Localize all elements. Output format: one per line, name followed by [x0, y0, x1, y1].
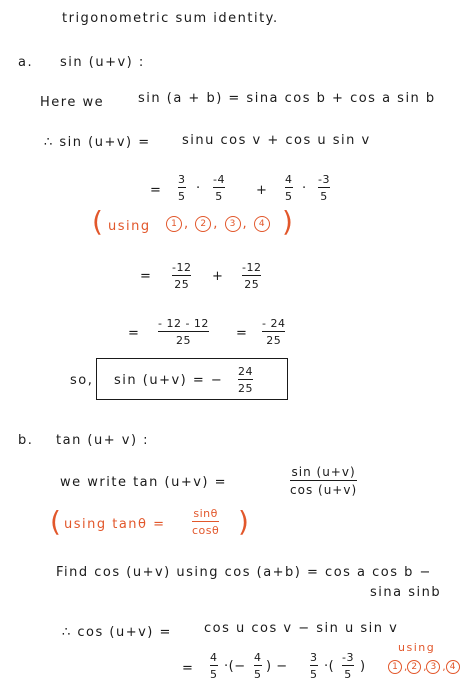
- fraction-neg3-5: -3 5: [318, 173, 330, 203]
- reference-2-icon: 2: [195, 216, 211, 232]
- therefore-cos-lhs: ∴ cos (u+v) =: [62, 625, 172, 640]
- part-a-label: a.: [18, 55, 34, 70]
- using-tan-text: using tanθ =: [64, 517, 166, 532]
- part-b-heading: tan (u+ v) :: [56, 433, 150, 448]
- fraction-4-5: 4 5: [254, 651, 262, 681]
- using-tan-close-paren: ): [238, 505, 249, 538]
- fraction-neg4-5: -4 5: [213, 173, 225, 203]
- close-paren: ): [360, 659, 367, 674]
- fraction-neg12-25: -12 25: [242, 261, 262, 291]
- using-label: using: [108, 219, 151, 234]
- therefore-sin-lhs: ∴ sin (u+v) =: [44, 135, 151, 150]
- using-references: 1 , 2 , 3 , 4: [166, 216, 272, 232]
- find-cos-text: Find cos (u+v) using cos (a+b) = cos a cos b −: [56, 565, 432, 580]
- a-step2-equals: =: [140, 269, 153, 284]
- fraction-sum-over-25: - 12 - 12 25: [158, 317, 209, 347]
- plus-operator: +: [212, 269, 225, 284]
- fraction-4-5: 4 5: [285, 173, 293, 203]
- reference-1-icon: 1: [166, 216, 182, 232]
- b-step1-equals: =: [182, 661, 195, 676]
- close-paren-minus: ) −: [266, 659, 288, 674]
- a-step1-equals: =: [150, 183, 163, 198]
- reference-4-icon: 4: [254, 216, 270, 232]
- we-write-text: we write tan (u+v) =: [60, 475, 228, 490]
- so-label: so,: [70, 373, 94, 388]
- cos-expansion: cos u cos v − sin u sin v: [204, 621, 399, 636]
- reference-4-icon: 4: [446, 660, 460, 674]
- dot-operator: ·: [302, 181, 308, 196]
- fraction-24-25: 24 25: [238, 365, 253, 395]
- fraction-neg24-25: - 24 25: [262, 317, 286, 347]
- fraction-sin-theta-over-cos-theta: sinθ cosθ: [192, 507, 220, 537]
- dot-open-paren: ·(: [324, 659, 335, 674]
- page-title: trigonometric sum identity.: [62, 11, 279, 26]
- find-cos-continued: sina sinb: [370, 585, 442, 600]
- using-references-b: 1 , 2 , 3 , 4: [388, 660, 462, 674]
- dot-operator: ·: [196, 181, 202, 196]
- fraction-sin-over-cos: sin (u+v) cos (u+v): [290, 465, 358, 497]
- dot-open-paren-neg: ·(−: [224, 659, 246, 674]
- fraction-4-5: 4 5: [210, 651, 218, 681]
- plus-operator: +: [256, 183, 269, 198]
- fraction-3-5: 3 5: [178, 173, 186, 203]
- fraction-neg12-25: -12 25: [172, 261, 192, 291]
- a-step3-equals-2: =: [236, 326, 249, 341]
- part-b-label: b.: [18, 433, 34, 448]
- using-label-b: using: [398, 641, 436, 654]
- reference-1-icon: 1: [388, 660, 402, 674]
- sum-identity-sin: sin (a + b) = sina cos b + cos a sin b: [138, 91, 436, 106]
- part-a-heading: sin (u+v) :: [60, 55, 145, 70]
- reference-3-icon: 3: [225, 216, 241, 232]
- boxed-sin-lhs: sin (u+v) = −: [114, 373, 224, 388]
- using-close-paren: ): [282, 205, 293, 238]
- here-we-text: Here we: [40, 95, 105, 110]
- sin-expansion: sinu cos v + cos u sin v: [182, 133, 371, 148]
- reference-2-icon: 2: [407, 660, 421, 674]
- fraction-neg3-5: -3 5: [342, 651, 354, 681]
- fraction-3-5: 3 5: [310, 651, 318, 681]
- reference-3-icon: 3: [426, 660, 440, 674]
- using-open-paren: (: [92, 205, 103, 238]
- a-step3-equals: =: [128, 326, 141, 341]
- using-tan-open-paren: (: [50, 505, 61, 538]
